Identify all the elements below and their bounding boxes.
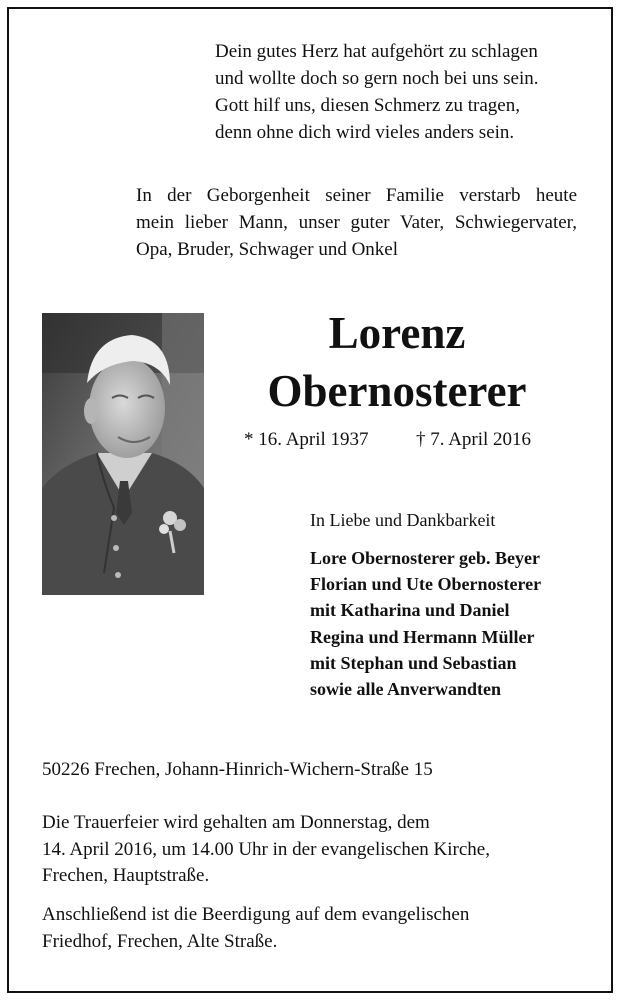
- deceased-first-name: Lorenz: [328, 308, 466, 358]
- intro-line: In der Geborgenheit seiner Familie verstarb heute: [136, 185, 577, 206]
- burial-line: Anschließend ist die Beerdigung auf dem evangelischen: [42, 904, 470, 925]
- death-announcement-text: [136, 182, 577, 263]
- burial-info: [42, 902, 469, 955]
- intro-line: mein lieber Mann, unser guter Vater, Schwiegervater,: [136, 212, 577, 233]
- poem-line: Gott hilf uns, diesen Schmerz zu tragen,: [215, 95, 520, 116]
- funeral-service-info: [42, 810, 490, 890]
- mourner-entry: Lore Obernosterer geb. Beyer: [310, 548, 540, 568]
- mourner-entry: mit Stephan und Sebastian: [310, 652, 517, 673]
- portrait-photo: [42, 313, 204, 595]
- service-line: 14. April 2016, um 14.00 Uhr in der evangelischen Kirche,: [42, 838, 490, 860]
- mourner-entry: Florian und Ute Obernosterer: [310, 574, 542, 595]
- mourner-entry: sowie alle Anverwandten: [310, 679, 501, 700]
- service-line: Frechen, Hauptstraße.: [42, 865, 210, 886]
- mourner-entry: mit Katharina und Daniel: [310, 600, 510, 621]
- burial-line: Friedhof, Frechen, Alte Straße.: [42, 930, 278, 952]
- mourners-list: [310, 545, 541, 702]
- death-date: † 7. April 2016: [416, 429, 532, 450]
- birth-date: * 16. April 1937: [244, 429, 369, 450]
- gratitude-line: In Liebe und Dankbarkeit: [310, 510, 496, 530]
- family-address: 50226 Frechen, Johann-Hinrich-Wichern-Straße 15: [42, 759, 433, 780]
- memorial-poem: [215, 38, 538, 146]
- poem-line: Dein gutes Herz hat aufgehört zu schlagen: [215, 41, 538, 62]
- deceased-last-name: Obernosterer: [267, 366, 527, 416]
- service-line: Die Trauerfeier wird gehalten am Donnerstag, dem: [42, 812, 430, 833]
- mourner-entry: Regina und Hermann Müller: [310, 626, 535, 647]
- poem-line: und wollte doch so gern noch bei uns sein.: [215, 68, 539, 89]
- intro-line: Opa, Bruder, Schwager und Onkel: [136, 239, 399, 260]
- poem-line: denn ohne dich wird vieles anders sein.: [215, 122, 515, 143]
